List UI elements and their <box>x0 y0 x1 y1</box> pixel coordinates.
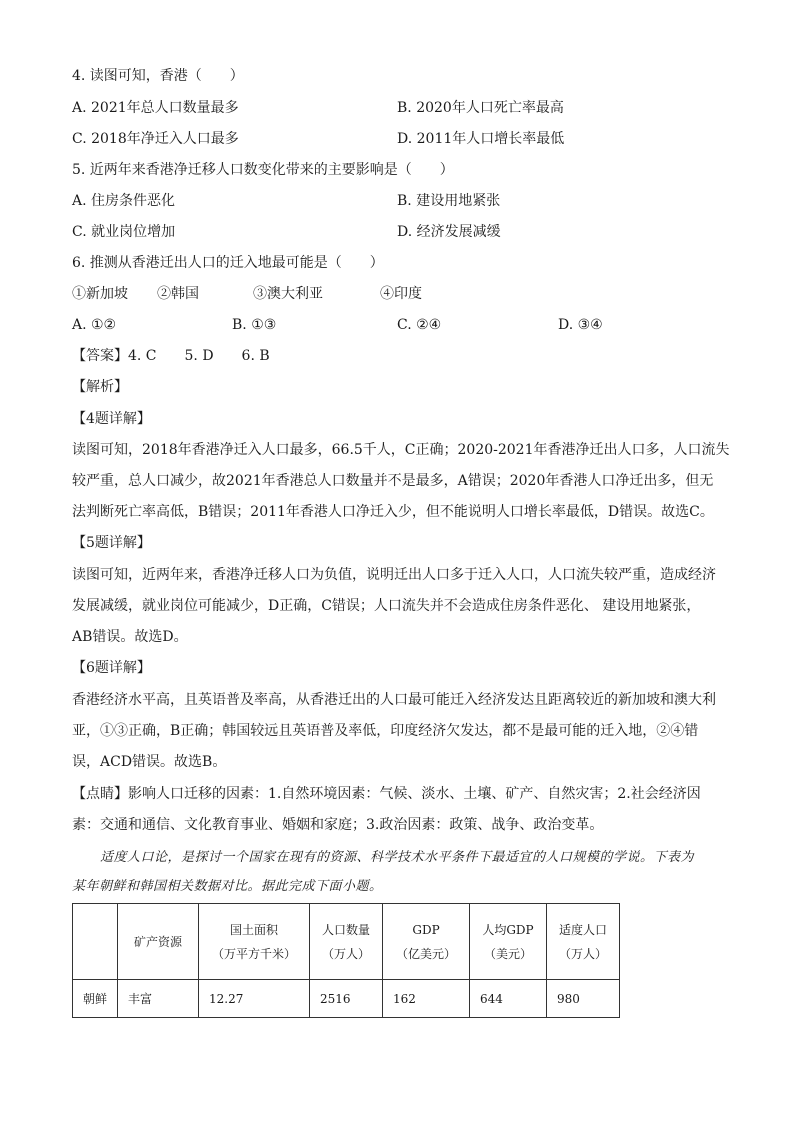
q6-option-b: B. ①③ <box>232 317 277 333</box>
table-header-row <box>73 904 620 980</box>
detail-4-line: 读图可知，2018年香港净迁入人口最多，66.5千人，C正确；2020-2021年香港净迁出人口多，人口流失 <box>72 442 730 458</box>
detail-6-title: 【6题详解】 <box>72 660 151 676</box>
q4-option-d: D. 2011年人口增长率最低 <box>397 131 565 147</box>
question-5-stem: 5. 近两年来香港净迁移人口数变化带来的主要影响是（ ） <box>72 162 454 178</box>
table-cell: 644 <box>470 980 547 1018</box>
answer-line <box>72 346 270 366</box>
tip-line-2: 素：交通和通信、文化教育事业、婚姻和家庭；3.政治因素：政策、战争、政治变革。 <box>72 817 604 833</box>
table-header-cell: 国土面积 （万平方千米） <box>199 904 310 980</box>
q4-option-b: B. 2020年人口死亡率最高 <box>397 100 564 116</box>
table-header-cell: 矿产资源 <box>118 904 199 980</box>
answer-values: 4. C 5. D 6. B <box>128 348 270 364</box>
q4-option-c: C. 2018年净迁入人口最多 <box>72 131 239 147</box>
q6-option-d: D. ③④ <box>558 317 603 333</box>
q4-option-a: A. 2021年总人口数量最多 <box>72 100 239 116</box>
q6-option-a: A. ①② <box>72 317 117 333</box>
detail-5-line: 发展减缓，就业岗位可能减少，D正确，C错误；人口流失并不会造成住房条件恶化、 建设用地紧张， <box>72 598 701 614</box>
detail-4-title: 【4题详解】 <box>72 411 151 427</box>
detail-5-line: AB错误。故选D。 <box>72 629 188 645</box>
detail-5-title: 【5题详解】 <box>72 535 151 551</box>
detail-5-line: 读图可知，近两年来，香港净迁移人口为负值，说明迁出人口多于迁入人口，人口流失较严重，造成经济 <box>72 567 716 583</box>
detail-6-line: 亚，①③正确，B正确；韩国较远且英语普及率低，印度经济欠发达，都不是最可能的迁入地，②④错 <box>72 723 699 739</box>
table-header-cell: 适度人口 （万人） <box>547 904 620 980</box>
table-cell: 2516 <box>310 980 383 1018</box>
q6-item-1: ①新加坡 <box>72 286 128 302</box>
q6-item-2: ②韩国 <box>157 286 199 302</box>
table-header-cell <box>73 904 118 980</box>
table-cell: 980 <box>547 980 620 1018</box>
detail-4-line: 法判断死亡率高低，B错误；2011年香港人口净迁入少，但不能说明人口增长率最低，D错误。故选C。 <box>72 504 714 520</box>
table-cell: 朝鲜 <box>73 980 118 1018</box>
detail-6-line: 误，ACD错误。故选B。 <box>72 754 227 770</box>
table-row <box>73 980 620 1018</box>
q6-item-3: ③澳大利亚 <box>253 286 323 302</box>
detail-6-line: 香港经济水平高，且英语普及率高，从香港迁出的人口最可能迁入经济发达且距离较近的新加坡和澳大利 <box>72 692 716 708</box>
table-header-cell: GDP （亿美元） <box>383 904 470 980</box>
tip-label: 【点睛】 <box>72 786 128 802</box>
intro-line-2: 某年朝鲜和韩国相关数据对比。据此完成下面小题。 <box>72 879 383 894</box>
table-cell: 162 <box>383 980 470 1018</box>
table-cell: 12.27 <box>199 980 310 1018</box>
tip-line-1 <box>72 784 701 804</box>
table-header-cell: 人口数量 （万人） <box>310 904 383 980</box>
q5-option-d: D. 经济发展减缓 <box>397 224 501 240</box>
intro-line-1: 适度人口论，是探讨一个国家在现有的资源、科学技术水平条件下最适宜的人口规模的学说。下表为 <box>100 850 695 865</box>
q5-option-c: C. 就业岗位增加 <box>72 224 176 240</box>
q5-option-b: B. 建设用地紧张 <box>397 193 501 209</box>
table-header-cell: 人均GDP （美元） <box>470 904 547 980</box>
question-4-stem: 4. 读图可知，香港（ ） <box>72 68 244 84</box>
q6-item-4: ④印度 <box>380 286 422 302</box>
detail-4-line: 较严重，总人口减少，故2021年香港总人口数量并不是最多，A错误；2020年香港人口净迁出多，但无 <box>72 473 714 489</box>
tip-text: 影响人口迁移的因素：1.自然环境因素：气候、淡水、土壤、矿产、自然灾害；2.社会经济因 <box>128 786 701 802</box>
q5-option-a: A. 住房条件恶化 <box>72 193 176 209</box>
table-cell: 丰富 <box>118 980 199 1018</box>
q6-option-c: C. ②④ <box>397 317 442 333</box>
question-6-stem: 6. 推测从香港迁出人口的迁入地最可能是（ ） <box>72 255 384 271</box>
comparison-table <box>72 903 620 1018</box>
answer-label: 【答案】 <box>72 348 128 364</box>
analysis-label: 【解析】 <box>72 379 128 395</box>
